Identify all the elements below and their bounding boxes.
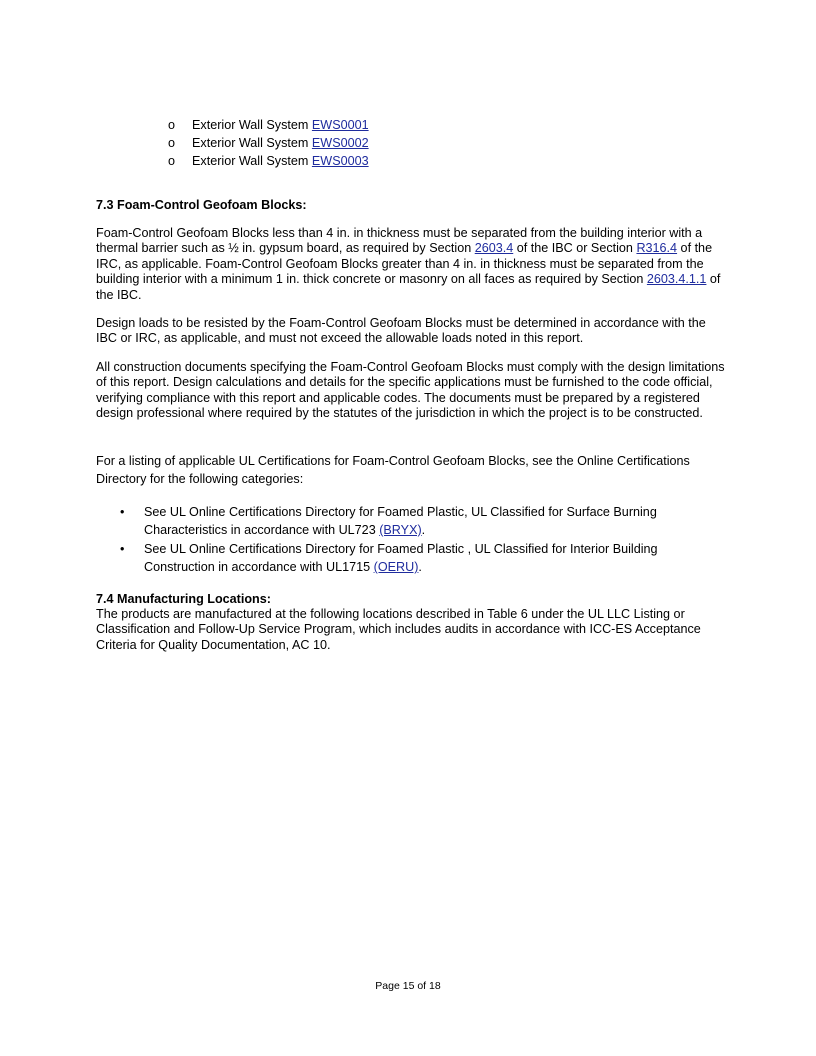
ul-certification-list (120, 503, 720, 576)
list-item: • See UL Online Certifications Directory for Foamed Plastic , UL Classified for Interior Building Construction in accordance with UL1715 (OERU). (120, 542, 658, 574)
link-2603-4[interactable]: 2603.4 (474, 241, 514, 256)
section-7-4-heading: 7.4 Manufacturing Locations: (96, 592, 271, 606)
paragraph-manufacturing-locations: The products are manufactured at the following locations described in Table 6 under the UL LLC Listing or Classification and Follow-Up Service Program, which includes audits in accordance with ICC-ES Acceptance Criteria for Quality Documentation, AC 10. (96, 607, 701, 652)
list-item: o Exterior Wall System EWS0002 (168, 136, 369, 150)
circle-bullet-icon: o (168, 154, 176, 168)
bullet-icon: • (120, 505, 125, 519)
list-item: • See UL Online Certifications Directory for Foamed Plastic, UL Classified for Surface Burning Characteristics in accordance with UL723 (BRYX). (120, 505, 657, 537)
circle-bullet-icon: o (168, 118, 176, 132)
circle-bullet-icon: o (168, 136, 176, 150)
exterior-wall-system-list (168, 116, 369, 170)
link-bryx[interactable]: (BRYX) (379, 523, 422, 537)
list-item: o Exterior Wall System EWS0001 (168, 118, 369, 132)
section-7-3-heading: 7.3 Foam-Control Geofoam Blocks: (96, 198, 307, 212)
link-ews0002[interactable]: EWS0002 (311, 136, 369, 150)
list-item: o Exterior Wall System EWS0003 (168, 154, 369, 168)
link-ews0001[interactable]: EWS0001 (311, 118, 369, 132)
paragraph-design-loads: Design loads to be resisted by the Foam-Control Geofoam Blocks must be determined in accordance with the IBC or IRC, as applicable, and must not exceed the allowable loads noted in this report. (96, 316, 706, 346)
paragraph-ul-certifications: For a listing of applicable UL Certifications for Foam-Control Geofoam Blocks, see the Online Certifications Directory for the following categories: (96, 454, 690, 486)
paragraph-thermal-barrier: Foam-Control Geofoam Blocks less than 4 in. in thickness must be separated from the building interior with a thermal barrier such as ½ in. gypsum board, as required by Section 2603.4 of the IBC or Section R316.4 of the IRC, as applicable. Foam-Control Geofoam Blocks greater than 4 in. in thickness must be separated from the building interior with a minimum 1 in. thick concrete or masonry on all faces as required by Section 2603.4.1.1 of the IBC. (96, 226, 721, 302)
link-r316-4[interactable]: R316.4 (636, 241, 678, 256)
paragraph-construction-documents: All construction documents specifying the Foam-Control Geofoam Blocks must comply with the design limitations of this report. Design calculations and details for the specific applications must be furnished to the code official, verifying compliance with this report and applicable codes. The documents must be prepared by a registered design professional where required by the statutes of the jurisdiction in which the project is to be constructed. (96, 360, 725, 421)
link-ews0003[interactable]: EWS0003 (311, 154, 369, 168)
link-oeru[interactable]: (OERU) (373, 560, 419, 574)
link-2603-4-1-1[interactable]: 2603.4.1.1 (646, 272, 707, 287)
bullet-icon: • (120, 542, 125, 556)
page-number: Page 15 of 18 (375, 980, 441, 992)
